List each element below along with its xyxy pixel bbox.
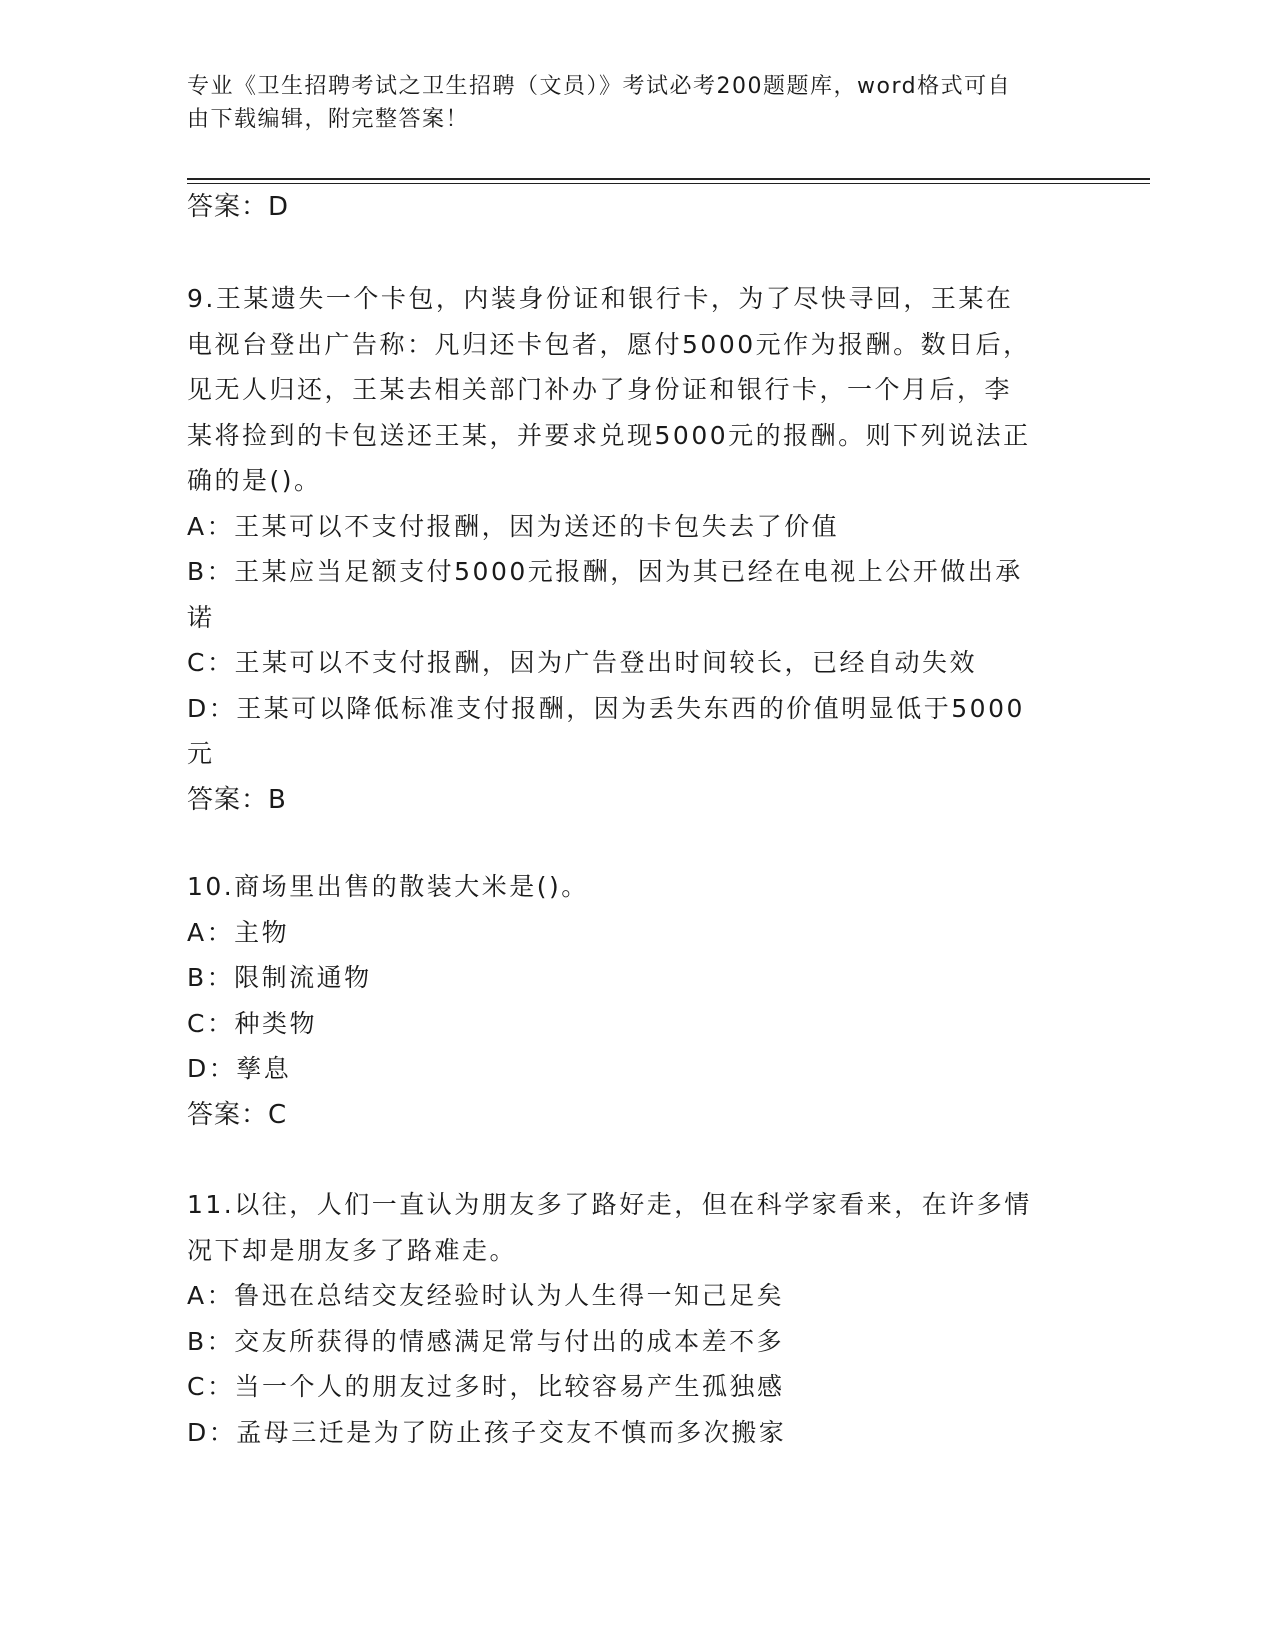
question-9-stem bbox=[187, 276, 1087, 504]
option-c: C：当一个人的朋友过多时，比较容易产生孤独感 bbox=[187, 1372, 785, 1401]
stem-line: 电视台登出广告称：凡归还卡包者，愿付5000元作为报酬。数日后， bbox=[187, 329, 1031, 359]
document-header bbox=[187, 70, 1067, 136]
option-d: D：孟母三迁是为了防止孩子交友不慎而多次搬家 bbox=[187, 1417, 787, 1447]
stem-line: 9.王某遗失一个卡包，内装身份证和银行卡，为了尽快寻回，王某在 bbox=[187, 284, 1014, 313]
answer-10: 答案：C bbox=[187, 1099, 288, 1130]
answer-previous: 答案：D bbox=[187, 192, 290, 222]
question-11-stem bbox=[187, 1182, 1087, 1273]
option-b bbox=[187, 549, 1087, 640]
option-line: 元 bbox=[187, 739, 215, 768]
option-b: B：交友所获得的情感满足常与付出的成本差不多 bbox=[187, 1326, 785, 1356]
question-11 bbox=[187, 1182, 1087, 1455]
stem-line: 11.以往，人们一直认为朋友多了路好走，但在科学家看来，在许多情 bbox=[187, 1190, 1032, 1219]
answer-9: 答案：B bbox=[187, 784, 287, 815]
option-c bbox=[187, 640, 1087, 686]
option-line: 诺 bbox=[187, 602, 215, 632]
question-10 bbox=[187, 864, 1087, 1138]
header-line-1: 专业《卫生招聘考试之卫生招聘（文员）》考试必考200题题库，word格式可自 bbox=[187, 74, 1012, 99]
option-line: B：王某应当足额支付5000元报酬，因为其已经在电视上公开做出承 bbox=[187, 557, 1023, 586]
option-b: B：限制流通物 bbox=[187, 963, 372, 992]
question-9 bbox=[187, 276, 1087, 823]
stem-line: 10.商场里出售的散装大米是()。 bbox=[187, 872, 589, 901]
option-a: A：主物 bbox=[187, 917, 290, 947]
option-a bbox=[187, 504, 1087, 550]
header-line-2: 由下载编辑，附完整答案！ bbox=[187, 107, 470, 132]
stem-line: 确的是()。 bbox=[187, 466, 322, 495]
option-c: C：种类物 bbox=[187, 1008, 317, 1038]
question-10-stem bbox=[187, 864, 1087, 910]
option-a: A：鲁迅在总结交友经验时认为人生得一知己足矣 bbox=[187, 1281, 785, 1310]
stem-line: 况下却是朋友多了路难走。 bbox=[187, 1235, 518, 1265]
option-d bbox=[187, 686, 1087, 777]
stem-line: 见无人归还，王某去相关部门补办了身份证和银行卡，一个月后，李 bbox=[187, 375, 1013, 404]
option-line: D：王某可以降低标准支付报酬，因为丢失东西的价值明显低于5000 bbox=[187, 693, 1025, 723]
header-divider-thick bbox=[187, 178, 1150, 180]
stem-line: 某将捡到的卡包送还王某，并要求兑现5000元的报酬。则下列说法正 bbox=[187, 420, 1031, 450]
option-d: D：孳息 bbox=[187, 1054, 292, 1083]
option-line: A：王某可以不支付报酬，因为送还的卡包失去了价值 bbox=[187, 511, 840, 541]
option-line: C：王某可以不支付报酬，因为广告登出时间较长，已经自动失效 bbox=[187, 648, 977, 677]
